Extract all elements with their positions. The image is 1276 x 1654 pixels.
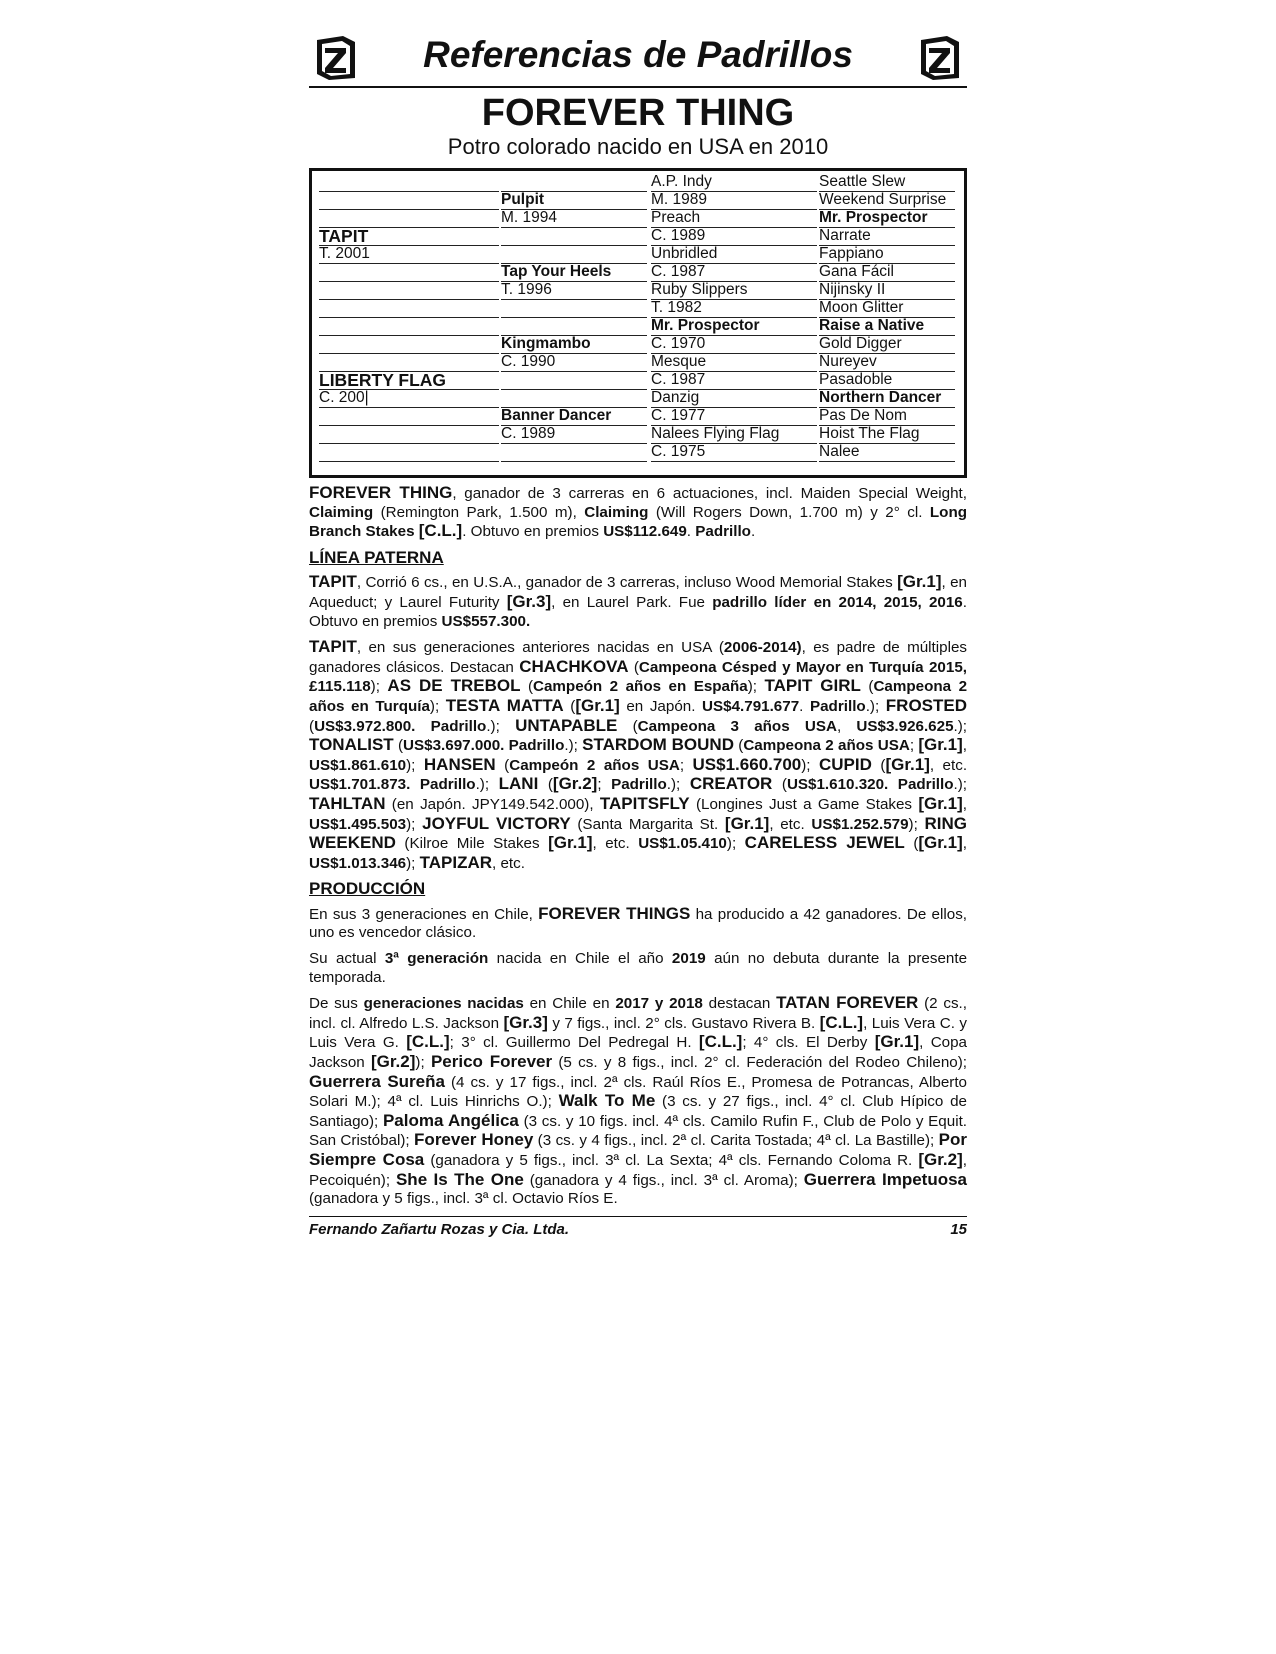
pedigree-cell: Narrate bbox=[819, 227, 955, 246]
pedigree-cell: T. 2001 bbox=[319, 245, 499, 264]
pedigree-cell: A.P. Indy bbox=[651, 173, 817, 192]
pedigree-cell: T. 1996 bbox=[501, 281, 647, 300]
pedigree-row bbox=[319, 173, 957, 192]
pedigree-row bbox=[319, 407, 957, 426]
page-number: 15 bbox=[950, 1220, 967, 1238]
pedigree-cell: C. 1970 bbox=[651, 335, 817, 354]
pedigree-cell: Weekend Surprise bbox=[819, 191, 955, 210]
pedigree-cell bbox=[501, 443, 647, 462]
pedigree-cell: Mr. Prospector bbox=[651, 317, 817, 336]
pedigree-cell: Mesque bbox=[651, 353, 817, 372]
pedigree-cell bbox=[501, 317, 647, 336]
pedigree-cell: Nureyev bbox=[819, 353, 955, 372]
body-text bbox=[309, 484, 967, 1209]
pedigree-cell bbox=[501, 371, 647, 390]
pedigree-table bbox=[309, 168, 967, 478]
pedigree-row bbox=[319, 281, 957, 300]
pedigree-row bbox=[319, 209, 957, 228]
logo-icon bbox=[917, 34, 963, 82]
pedigree-cell: Preach bbox=[651, 209, 817, 228]
pedigree-cell bbox=[319, 443, 499, 462]
section-title-paterna: LÍNEA PATERNA bbox=[309, 547, 444, 567]
horse-subtitle: Potro colorado nacido en USA en 2010 bbox=[447, 134, 829, 159]
pedigree-cell: C. 1989 bbox=[501, 425, 647, 444]
pedigree-cell bbox=[319, 299, 499, 318]
pedigree-cell: C. 200| bbox=[319, 389, 499, 408]
generation-paragraph: Su actual 3ª generación nacida en Chile el año 2019 aún no debuta durante la presente temporada. bbox=[309, 950, 968, 986]
pedigree-row bbox=[319, 335, 957, 354]
pedigree-cell: Northern Dancer bbox=[819, 389, 955, 408]
tapit-paragraph: TAPIT, Corrió 6 cs., en U.S.A., ganador de 3 carreras, incluso Wood Memorial Stakes [Gr.1], en Aqueduct; y Laurel Futurity [Gr.3], en Laurel Park. Fue padrillo líder en 2014, 2015, 2016. Obtuvo en premios US$557.300. bbox=[309, 572, 967, 630]
offspring-paragraph: De sus generaciones nacidas en Chile en 2017 y 2018 destacan TATAN FOREVER (2 cs., incl. cl. Alfredo L.S. Jackson [Gr.3] y 7 figs., incl. 2° cls. Gustavo Rivera B. [C.L.], Luis Vera C. y Luis Vera G. [C.L.]; 3° cl. Guillermo Del Pedregal H. [C.L.]; 4° cls. El Derby [Gr.1], Copa Jackson [Gr.2]); Perico Forever (5 cs. y 8 figs., incl. 2° cl. Federación del Rodeo Chileno); Guerrera Sureña (4 cs. y 17 figs., incl. 2ª cls. Raúl Ríos E., Promesa de Potrancas, Alberto Solari M.); 4ª cl. Luis Hinrichs O.); Walk To Me (3 cs. y 27 figs., incl. 4° cl. Club Hípico de Santiago); Paloma Angélica (3 cs. y 10 figs. incl. 4ª cls. Camilo Rufin F., Club de Polo y Equit. San Cristóbal); Forever Honey (3 cs. y 4 figs., incl. 2ª cl. Carita Tostada; 4ª cl. La Bastille); Por Siempre Cosa (ganadora y 5 figs., incl. 3ª cl. La Sexta; 4ª cls. Fernando Coloma R. [Gr.2], Pecoiquén); She Is The One (ganadora y 4 figs., incl. 3ª cl. Aroma); Guerrera Impetuosa (ganadora y 5 figs., incl. 3ª cl. Octavio Ríos E. bbox=[309, 993, 968, 1208]
pedigree-cell: LIBERTY FLAG bbox=[319, 371, 499, 390]
pedigree-cell bbox=[501, 389, 647, 408]
footer-company: Fernando Zañartu Rozas y Cia. Ltda. bbox=[309, 1220, 570, 1238]
pedigree-cell: C. 1987 bbox=[651, 371, 817, 390]
pedigree-cell bbox=[319, 263, 499, 282]
section-title-produccion: PRODUCCIÓN bbox=[309, 879, 426, 899]
document-page bbox=[309, 30, 967, 1238]
pedigree-cell bbox=[319, 317, 499, 336]
pedigree-cell: Kingmambo bbox=[501, 335, 647, 354]
pedigree-cell: C. 1977 bbox=[651, 407, 817, 426]
pedigree-row bbox=[319, 227, 957, 246]
pedigree-row bbox=[319, 443, 957, 462]
pedigree-cell bbox=[319, 173, 499, 192]
pedigree-cell: Nalees Flying Flag bbox=[651, 425, 817, 444]
pedigree-cell bbox=[319, 335, 499, 354]
horse-name: FOREVER THING bbox=[481, 92, 795, 134]
pedigree-cell: Tap Your Heels bbox=[501, 263, 647, 282]
header-title: Referencias de Padrillos bbox=[423, 34, 853, 75]
pedigree-cell: Ruby Slippers bbox=[651, 281, 817, 300]
summary-paragraph: FOREVER THING, ganador de 3 carreras en 6 actuaciones, incl. Maiden Special Weight, Claiming (Remington Park, 1.500 m), Claiming (Will Rogers Down, 1.700 m) y 2° cl. Long Branch Stakes [C.L.]. Obtuvo en premios US$112.649. Padrillo. bbox=[309, 483, 967, 541]
pedigree-cell: Gold Digger bbox=[819, 335, 955, 354]
pedigree-cell bbox=[501, 227, 647, 246]
pedigree-cell bbox=[501, 299, 647, 318]
pedigree-cell bbox=[319, 281, 499, 300]
pedigree-cell: Seattle Slew bbox=[819, 173, 955, 192]
pedigree-cell: Nijinsky II bbox=[819, 281, 955, 300]
pedigree-row bbox=[319, 299, 957, 318]
pedigree-cell: Pas De Nom bbox=[819, 407, 955, 426]
pedigree-cell: Pulpit bbox=[501, 191, 647, 210]
pedigree-cell: M. 1994 bbox=[501, 209, 647, 228]
pedigree-cell bbox=[501, 245, 647, 264]
pedigree-row bbox=[319, 263, 957, 282]
pedigree-cell: Fappiano bbox=[819, 245, 955, 264]
pedigree-cell bbox=[319, 425, 499, 444]
pedigree-cell: M. 1989 bbox=[651, 191, 817, 210]
page-header bbox=[309, 30, 967, 88]
pedigree-cell: TAPIT bbox=[319, 227, 499, 246]
pedigree-cell: Danzig bbox=[651, 389, 817, 408]
tapit-progeny-paragraph: TAPIT, en sus generaciones anteriores nacidas en USA (2006-2014), es padre de múltiples ganadores clásicos. Destacan CHACHKOVA (Campeona Césped y Mayor en Turquía 2015, £115.118); AS DE TREBOL (Campeón 2 años en España); TAPIT GIRL (Campeona 2 años en Turquía); TESTA MATTA ([Gr.1] en Japón. US$4.791.677. Padrillo.); FROSTED (US$3.972.800. Padrillo.); UNTAPABLE (Campeona 3 años USA, US$3.926.625.); TONALIST (US$3.697.000. Padrillo.); STARDOM BOUND (Campeona 2 años USA; [Gr.1], US$1.861.610); HANSEN (Campeón 2 años USA; US$1.660.700); CUPID ([Gr.1], etc. US$1.701.873. Padrillo.); LANI ([Gr.2]; Padrillo.); CREATOR (US$1.610.320. Padrillo.); TAHLTAN (en Japón. JPY149.542.000), TAPITSFLY (Longines Just a Game Stakes [Gr.1], US$1.495.503); JOYFUL VICTORY (Santa Margarita St. [Gr.1], etc. US$1.252.579); RING WEEKEND (Kilroe Mile Stakes [Gr.1], etc. US$1.05.410); CARELESS JEWEL ([Gr.1], US$1.013.346); TAPIZAR, etc. bbox=[309, 637, 968, 872]
pedigree-cell: Mr. Prospector bbox=[819, 209, 955, 228]
pedigree-cell: Banner Dancer bbox=[501, 407, 647, 426]
pedigree-cell: Unbridled bbox=[651, 245, 817, 264]
pedigree-cell: C. 1989 bbox=[651, 227, 817, 246]
pedigree-cell: C. 1987 bbox=[651, 263, 817, 282]
production-paragraph: En sus 3 generaciones en Chile, FOREVER THINGS ha producido a 42 ganadores. De ellos, uno es vencedor clásico. bbox=[309, 903, 968, 942]
page-footer bbox=[309, 1216, 967, 1238]
pedigree-cell: Pasadoble bbox=[819, 371, 955, 390]
pedigree-cell: Moon Glitter bbox=[819, 299, 955, 318]
pedigree-cell: Gana Fácil bbox=[819, 263, 955, 282]
pedigree-row bbox=[319, 389, 957, 408]
pedigree-row bbox=[319, 245, 957, 264]
pedigree-cell: T. 1982 bbox=[651, 299, 817, 318]
pedigree-cell: Hoist The Flag bbox=[819, 425, 955, 444]
pedigree-row bbox=[319, 371, 957, 390]
pedigree-cell bbox=[319, 191, 499, 210]
pedigree-row bbox=[319, 191, 957, 210]
pedigree-cell: C. 1975 bbox=[651, 443, 817, 462]
pedigree-row bbox=[319, 317, 957, 336]
pedigree-cell: Nalee bbox=[819, 443, 955, 462]
pedigree-row bbox=[319, 425, 957, 444]
pedigree-cell: C. 1990 bbox=[501, 353, 647, 372]
pedigree-cell: Raise a Native bbox=[819, 317, 955, 336]
pedigree-cell bbox=[319, 407, 499, 426]
pedigree-cell bbox=[501, 173, 647, 192]
